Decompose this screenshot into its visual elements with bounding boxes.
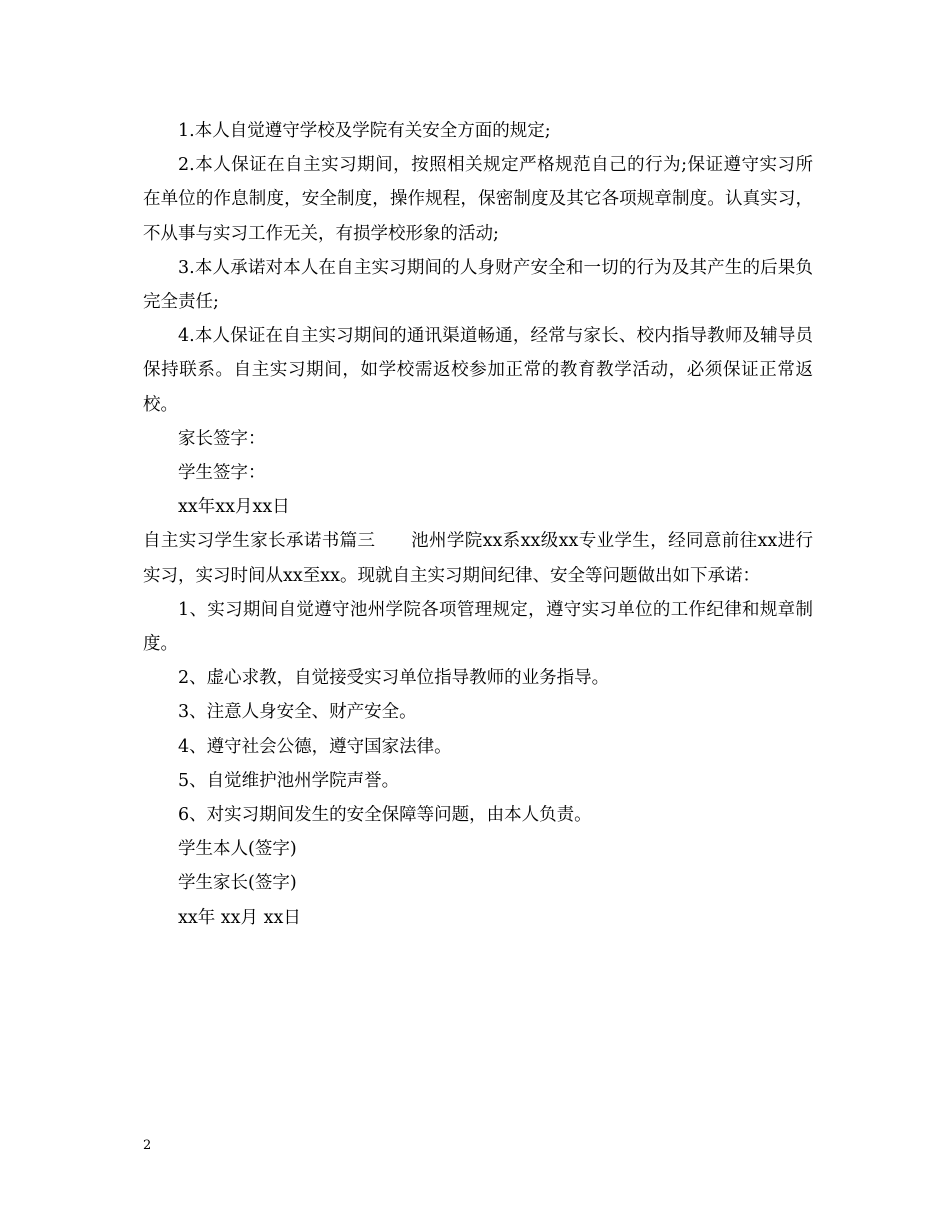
- pledge-item-4: 4、遵守社会公德，遵守国家法律。: [178, 736, 452, 757]
- student-signature-line: 学生签字：: [178, 463, 266, 484]
- pledge-item-1: 1、实习期间自觉遵守池州学院各项管理规定，遵守实习单位的工作纪律和规章制度。: [143, 599, 813, 655]
- student-self-signature: 学生本人(签字): [178, 839, 297, 860]
- document-body: [143, 114, 813, 935]
- section-three-intro: 自主实习学生家长承诺书篇三 池州学院xx系xx级xx专业学生，经同意前往xx进行实习，实习时间从xx至xx。现就自主实习期间纪律、安全等问题做出如下承诺：: [143, 531, 813, 586]
- pledge-item-2: 2、虚心求教，自觉接受实习单位指导教师的业务指导。: [178, 668, 610, 689]
- paragraph-2: 2.本人保证在自主实习期间，按照相关规定严格规范自己的行为;保证遵守实习所在单位的作息制度，安全制度，操作规程，保密制度及其它各项规章制度。认真实习，不从事与实习工作无关，有损学校形象的活动;: [143, 155, 813, 244]
- student-parent-signature: 学生家长(签字): [178, 873, 297, 894]
- pledge-item-3: 3、注意人身安全、财产安全。: [178, 702, 417, 723]
- paragraph-4: 4.本人保证在自主实习期间的通讯渠道畅通，经常与家长、校内指导教师及辅导员保持联系。自主实习期间，如学校需返校参加正常的教育教学活动，必须保证正常返校。: [143, 326, 813, 415]
- pledge-item-5: 5、自觉维护池州学院声誉。: [178, 770, 400, 791]
- paragraph-1: 1.本人自觉遵守学校及学院有关安全方面的规定;: [178, 121, 551, 141]
- final-date-line: xx年 xx月 xx日: [178, 907, 301, 928]
- pledge-item-6: 6、对实习期间发生的安全保障等问题，由本人负责。: [178, 805, 592, 826]
- paragraph-3: 3.本人承诺对本人在自主实习期间的人身财产安全和一切的行为及其产生的后果负完全责任;: [143, 257, 813, 313]
- parent-signature-line: 家长签字：: [178, 428, 266, 449]
- page-number: 2: [143, 1138, 152, 1153]
- date-line: xx年xx月xx日: [178, 497, 290, 518]
